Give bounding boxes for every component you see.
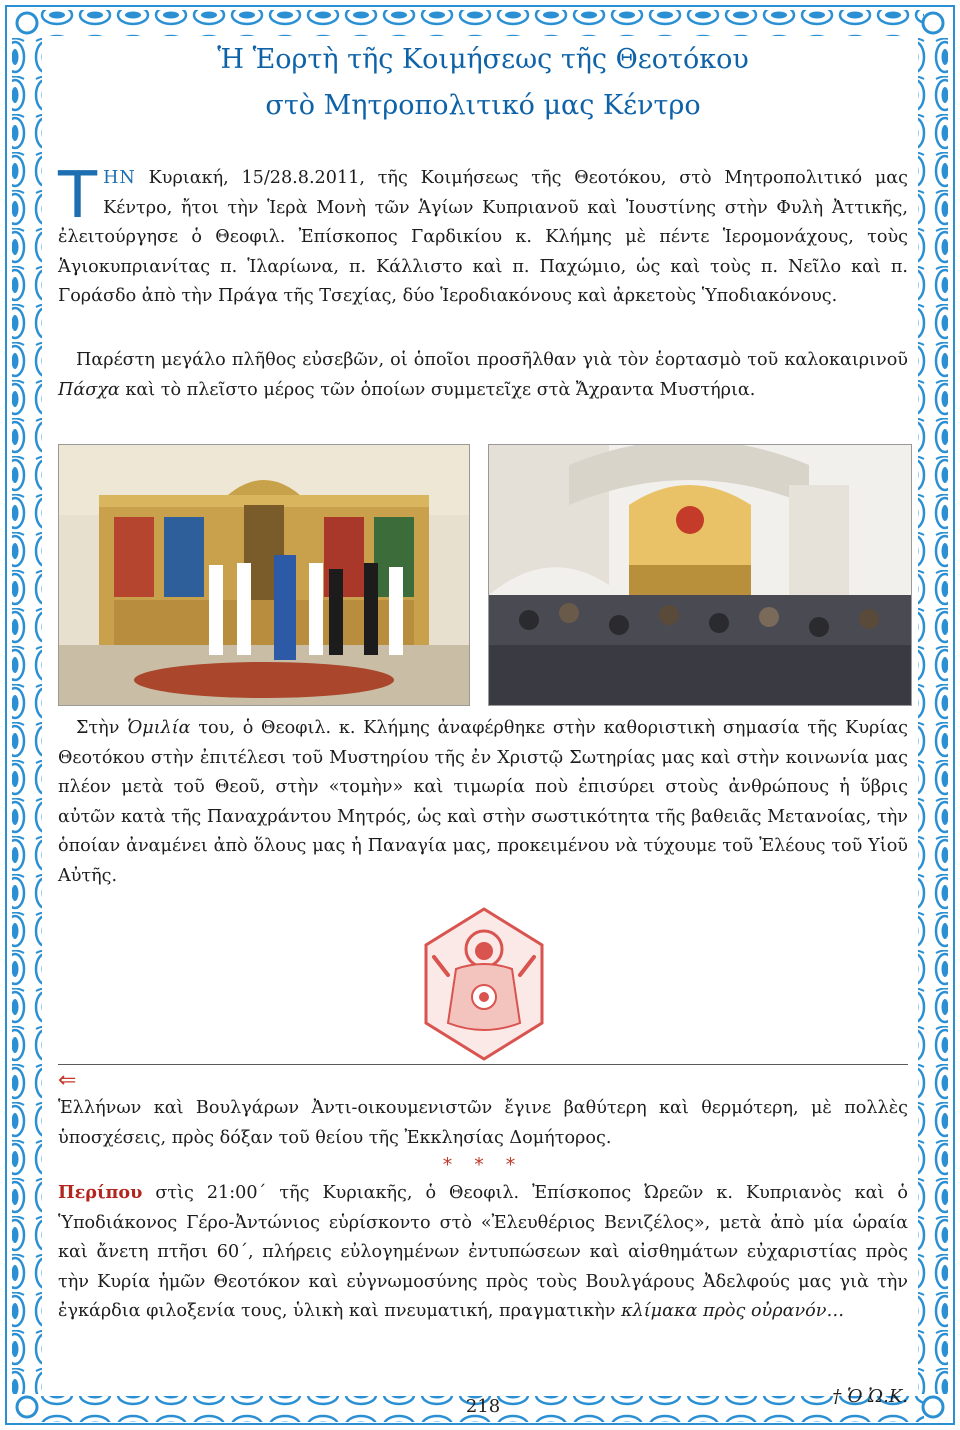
continuation-arrow-icon: ⇐	[58, 1068, 77, 1093]
paragraph-return-text: στὶς 21:00΄ τῆς Κυριακῆς, ὁ Θεοφιλ. Ἐπίσκοπος Ὠρεῶν κ. Κυπριανὸς καὶ ὁ Ὑποδιάκονος Γέρο-Ἀντώνιος εὑρίσκοντο στὸ «Ἐλευθέριος Βενιζέλος», μετὰ ἀπὸ μία ὡραία καὶ ἄνετη πτῆσι 60΄, πλήρεις εὐλογημένων ἐντυπώσεων καὶ αἰσθημάτων εὐχαριστίας πρὸς τὴν Κυρία ἡμῶν Θεοτόκον καὶ εὐγνωμοσύνης πρὸς τοὺς Βουλγάρους Ἀδελφούς μας γιὰ τὴν ἐγκάρδια φιλοξενία τους, ὑλικὴ καὶ πνευματική, πραγματικὴν	[58, 1183, 908, 1321]
paragraph-homily-italic: Ὁμιλία	[127, 718, 191, 738]
paragraph-attendance-text2: καὶ τὸ πλεῖστο μέρος τῶν ὁποίων συμμετεῖχε στὰ Ἄχραντα Μυστήρια.	[119, 379, 756, 400]
dropcap: Τ	[58, 159, 98, 233]
page-number: 218	[465, 1396, 501, 1417]
paragraph-intro-text: Κυριακή, 15/28.8.2011, τῆς Κοιμήσεως τῆς Θεοτόκου, στὸ Μητροπολιτικό μας Κέντρο, ἤτοι τὴν Ἱερὰ Μονὴ τῶν Ἁγίων Κυπριανοῦ καὶ Ἰουστίνης στὴν Φυλὴ Ἀττικῆς, ἐλειτούργησε ὁ Θεοφιλ. Ἐπίσκοπος Γαρδικίου κ. Κλήμης μὲ πέντε Ἱερομονάχους, τοὺς Ἁγιοκυπριανίτας π. Ἱλαρίωνα, π. Κάλλιστο καὶ π. Παχώμιο, ὡς καὶ τοὺς π. Νεῖλο καὶ π. Γοράσδο ἀπὸ τὴν Πράγα τῆς Τσεχίας, δύο Ἱεροδιακόνους καὶ ἀρκετοὺς Ὑποδιακόνους.	[58, 168, 908, 306]
paragraph-attendance	[58, 346, 908, 405]
article-title-line2: στὸ Μητροπολιτικό μας Κέντρο	[265, 90, 701, 121]
theotokos-emblem	[420, 905, 548, 1063]
paragraph-intro	[58, 159, 908, 312]
section-stars: * * *	[442, 1154, 524, 1176]
paragraph-continuation: Ἑλλήνων καὶ Βουλγάρων Ἀντι-οικουμενιστῶν ἔγινε βαθύτερη καὶ θερμότερη, μὲ πολλὲς ὑποσχέσεις, πρὸς δόξαν τοῦ θείου τῆς Ἐκκλησίας Δομήτορος.	[58, 1098, 908, 1148]
paragraph-homily-text1: Στὴν	[76, 718, 128, 738]
paragraph-return-lead: Περίπου	[58, 1182, 143, 1203]
paragraph-return	[58, 1178, 908, 1327]
paragraph-attendance-italic: Πάσχα	[58, 379, 120, 400]
paragraph-homily	[58, 714, 908, 891]
paragraph-attendance-text1: Παρέστη μεγάλο πλῆθος εὐσεβῶν, οἱ ὁποῖοι προσῆλθαν γιὰ τὸν ἑορτασμὸ τοῦ καλοκαιρινοῦ	[76, 350, 908, 370]
smallcaps-lead: ΗΝ	[103, 168, 136, 188]
section-divider	[58, 1064, 908, 1065]
paragraph-homily-text2: του, ὁ Θεοφιλ. κ. Κλήμης ἀναφέρθηκε στὴν καθοριστικὴ σημασία τῆς Κυρίας Θεοτόκου στὴν ἐπιτέλεσι τοῦ Μυστηρίου τῆς ἐν Χριστῷ Σωτηρίας μας καὶ στὴν κοινωνία μας πλέον μετὰ τοῦ Θεοῦ, στὴν «τομὴν» καὶ τιμωρία ποὺ ἐπισύρει στοὺς ἀνθρώπους ἡ ὕβρις αὐτῶν κατὰ τῆς Παναχράντου Μητρός, ὡς καὶ στὴν σωστικότητα τῆς βαθειᾶς Μετανοίας, τὴν ὁποίαν ἀναμένει ἀπὸ ὅλους μας ἡ Παναγία μας, προκειμένου νὰ τύχουμε τοῦ Ἐλέους τοῦ Υἱοῦ Αὐτῆς.	[58, 718, 908, 886]
article-title-line1: Ἡ Ἑορτὴ τῆς Κοιμήσεως τῆς Θεοτόκου	[217, 44, 749, 75]
author-signature: † Ὁ Ὠ.Κ.	[832, 1386, 908, 1407]
photo-iconostasis-liturgy	[58, 444, 470, 706]
photo-congregation	[488, 444, 912, 706]
paragraph-return-italic: κλίμακα πρὸς οὐρανόν…	[621, 1301, 845, 1321]
